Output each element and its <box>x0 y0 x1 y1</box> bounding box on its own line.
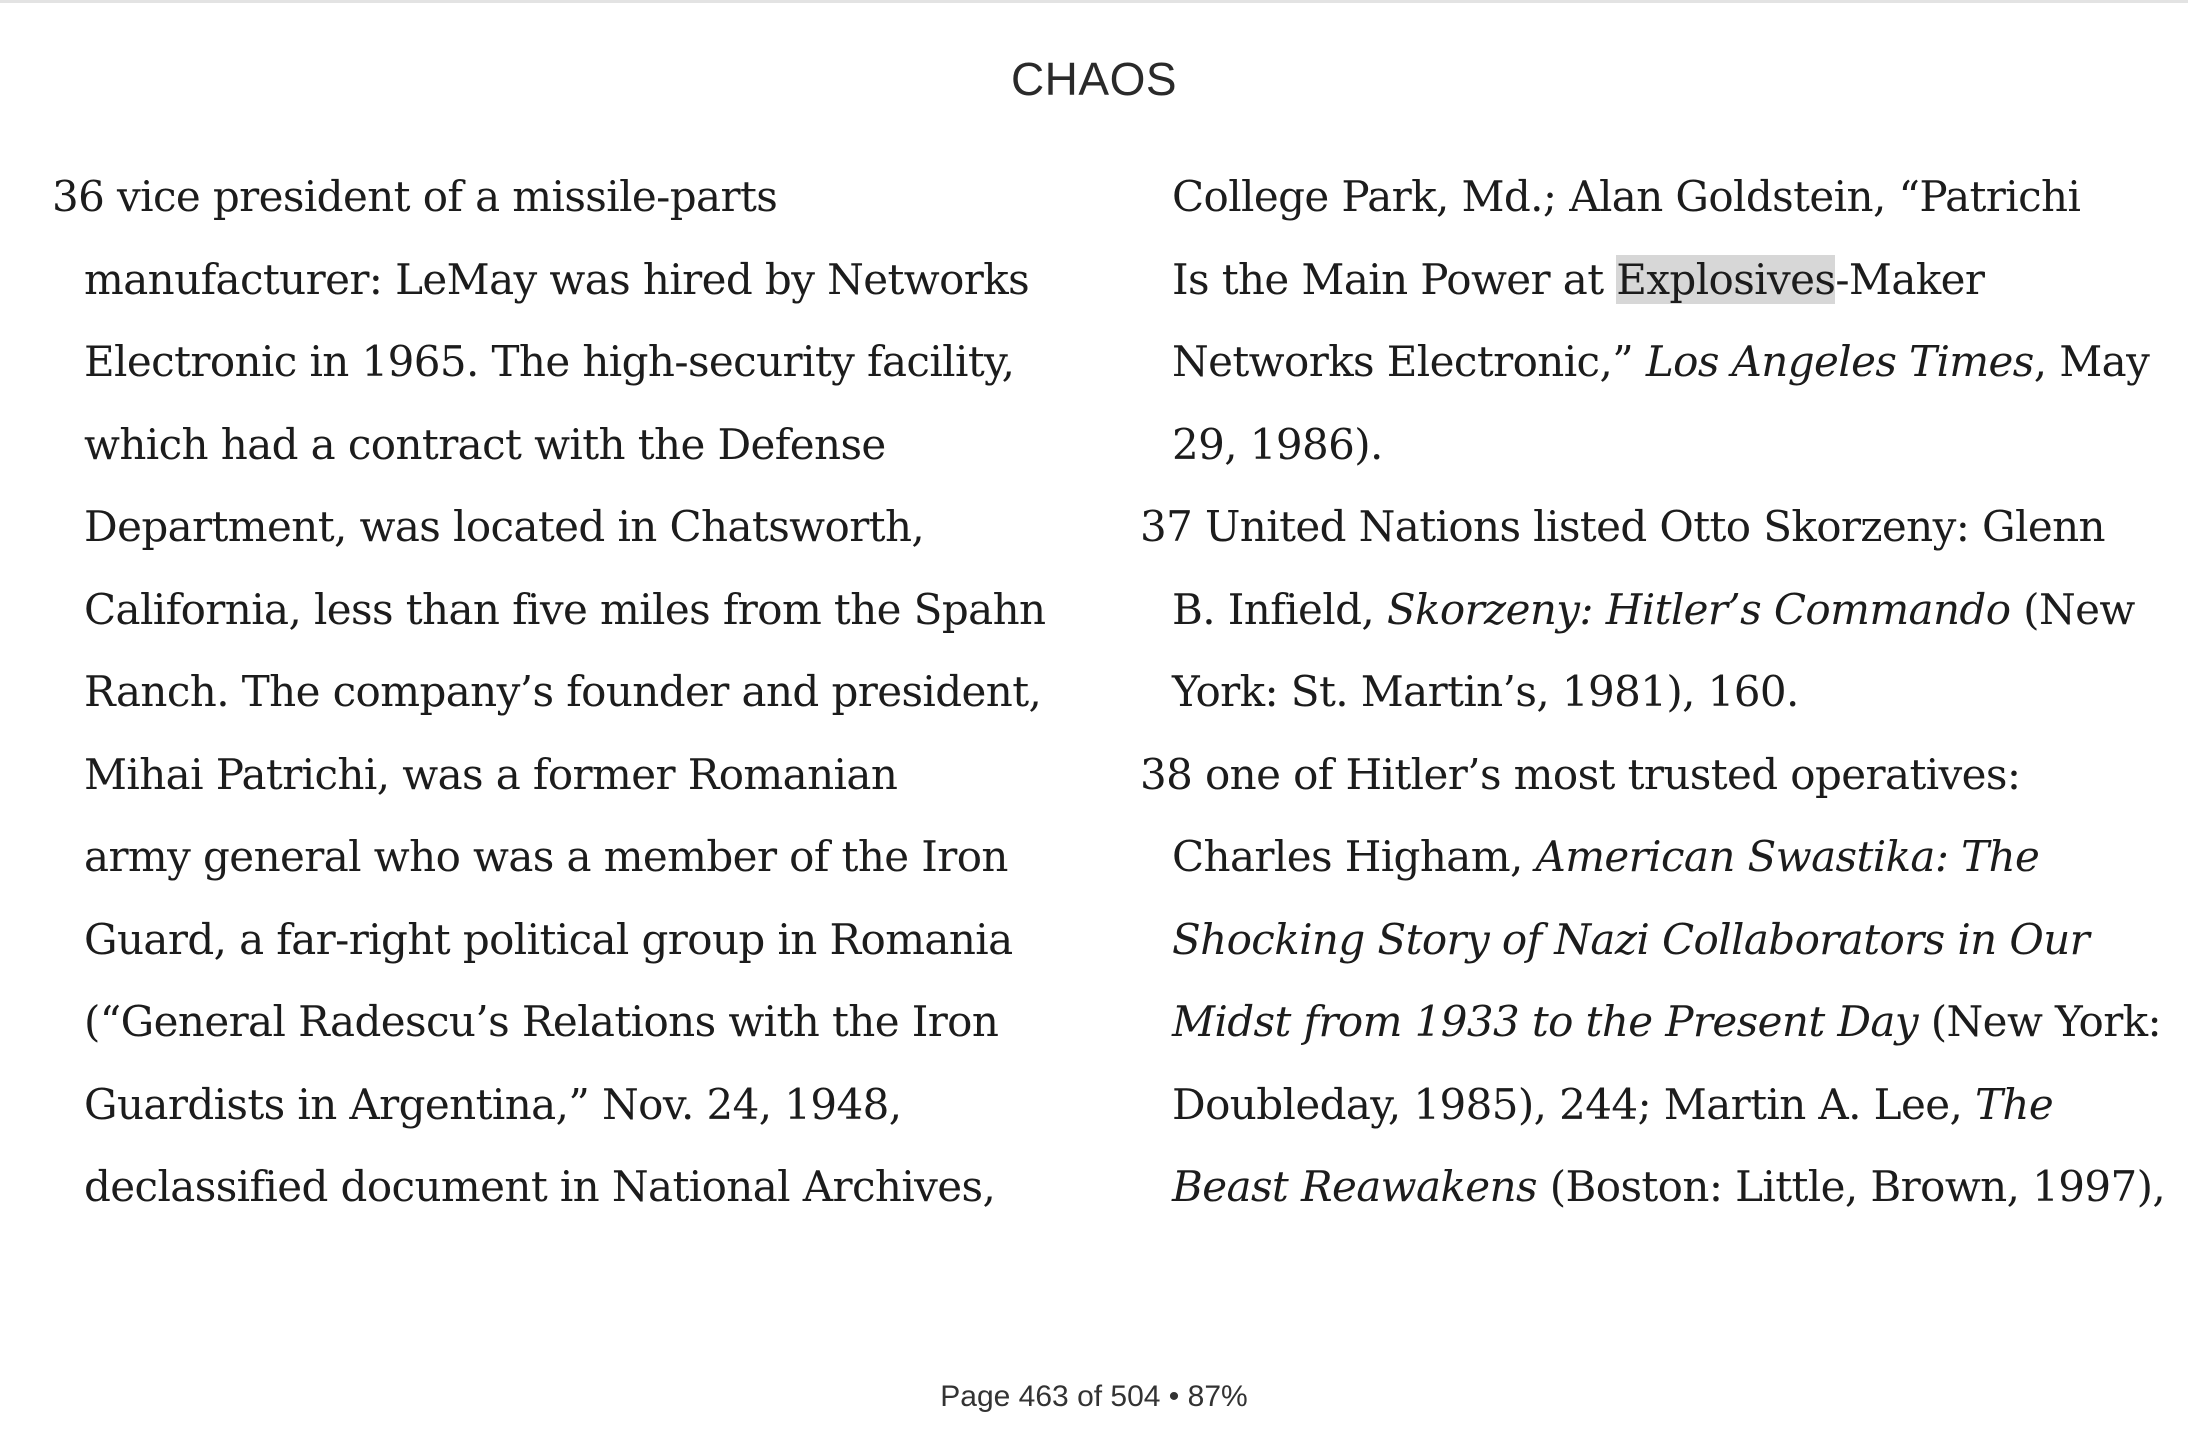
italic-title: Midst from 1933 to the Present Day <box>1172 997 1918 1046</box>
note-line: Department, was located in Chatsworth, <box>84 502 925 551</box>
note-line <box>1140 247 2180 330</box>
note-text: Networks Electronic,” <box>1172 337 1646 386</box>
note-text: York: St. Martin’s, 1981), 160. <box>1172 667 1799 716</box>
note-text: 29, 1986). <box>1172 419 1383 469</box>
note-line: Guardists in Argentina,” Nov. 24, 1948, <box>84 1079 902 1129</box>
highlighted-word[interactable]: Explosives <box>1616 254 1836 304</box>
note-text: B. Infield, <box>1172 584 1387 634</box>
note-text: 38 one of Hitler’s most trusted operatives: <box>1140 749 2021 799</box>
right-column <box>1140 164 2180 1237</box>
italic-title: American Swastika: The <box>1535 832 2040 881</box>
note-line <box>1140 329 2180 412</box>
note-line: Guard, a far-right political group in Romania <box>84 914 1013 964</box>
note-line: (“General Radescu’s Relations with the Iron <box>84 997 999 1046</box>
note-text: , May <box>2033 337 2150 386</box>
italic-title: Los Angeles Times <box>1645 337 2034 386</box>
note-line <box>1140 989 2180 1072</box>
note-line <box>1140 907 2180 990</box>
page-progress: Page 463 of 504 • 87% <box>940 1380 1248 1413</box>
note-text: Is the Main Power at <box>1172 254 1617 304</box>
book-title: CHAOS <box>1010 53 1178 105</box>
note-line: Mihai Patrichi, was a former Romanian <box>84 749 898 799</box>
italic-title: Skorzeny: Hitler’s Commando <box>1386 584 2011 634</box>
note-line <box>1140 1154 2180 1237</box>
note-line: Electronic in 1965. The high-security facility, <box>84 337 1015 386</box>
note-text: (New <box>2010 584 2135 634</box>
note-line <box>1140 494 2180 577</box>
note-line <box>1140 412 2180 495</box>
note-text: Doubleday, 1985), 244; Martin A. Lee, <box>1172 1079 1975 1129</box>
note-line <box>1140 742 2180 825</box>
note-line: Ranch. The company’s founder and president, <box>84 667 1042 716</box>
note-text: -Maker <box>1835 254 1985 304</box>
note-text: College Park, Md.; Alan Goldstein, “Patrichi <box>1172 172 2081 221</box>
note-line <box>1140 577 2180 660</box>
italic-title: Beast Reawakens <box>1172 1162 1537 1211</box>
note-line <box>1140 164 2180 247</box>
note-text: (New York: <box>1918 997 2162 1046</box>
note-line <box>1140 1072 2180 1155</box>
note-line: which had a contract with the Defense <box>84 419 886 469</box>
note-line: 36 vice president of a missile-parts <box>52 172 778 221</box>
note-line: California, less than five miles from the Spahn <box>84 584 1046 634</box>
top-divider <box>0 0 2188 3</box>
note-text: Charles Higham, <box>1172 832 1536 881</box>
note-text: (Boston: Little, Brown, 1997), <box>1536 1162 2166 1211</box>
note-line <box>1140 824 2180 907</box>
note-text: 37 United Nations listed Otto Skorzeny: Glenn <box>1140 502 2105 551</box>
left-column <box>52 164 1052 1237</box>
note-line: declassified document in National Archives, <box>84 1162 996 1211</box>
note-line: manufacturer: LeMay was hired by Networks <box>84 254 1030 304</box>
note-line <box>1140 659 2180 742</box>
italic-title: Shocking Story of Nazi Collaborators in Our <box>1172 914 2090 964</box>
note-line: army general who was a member of the Iron <box>84 832 1008 881</box>
italic-title: The <box>1974 1079 2054 1129</box>
